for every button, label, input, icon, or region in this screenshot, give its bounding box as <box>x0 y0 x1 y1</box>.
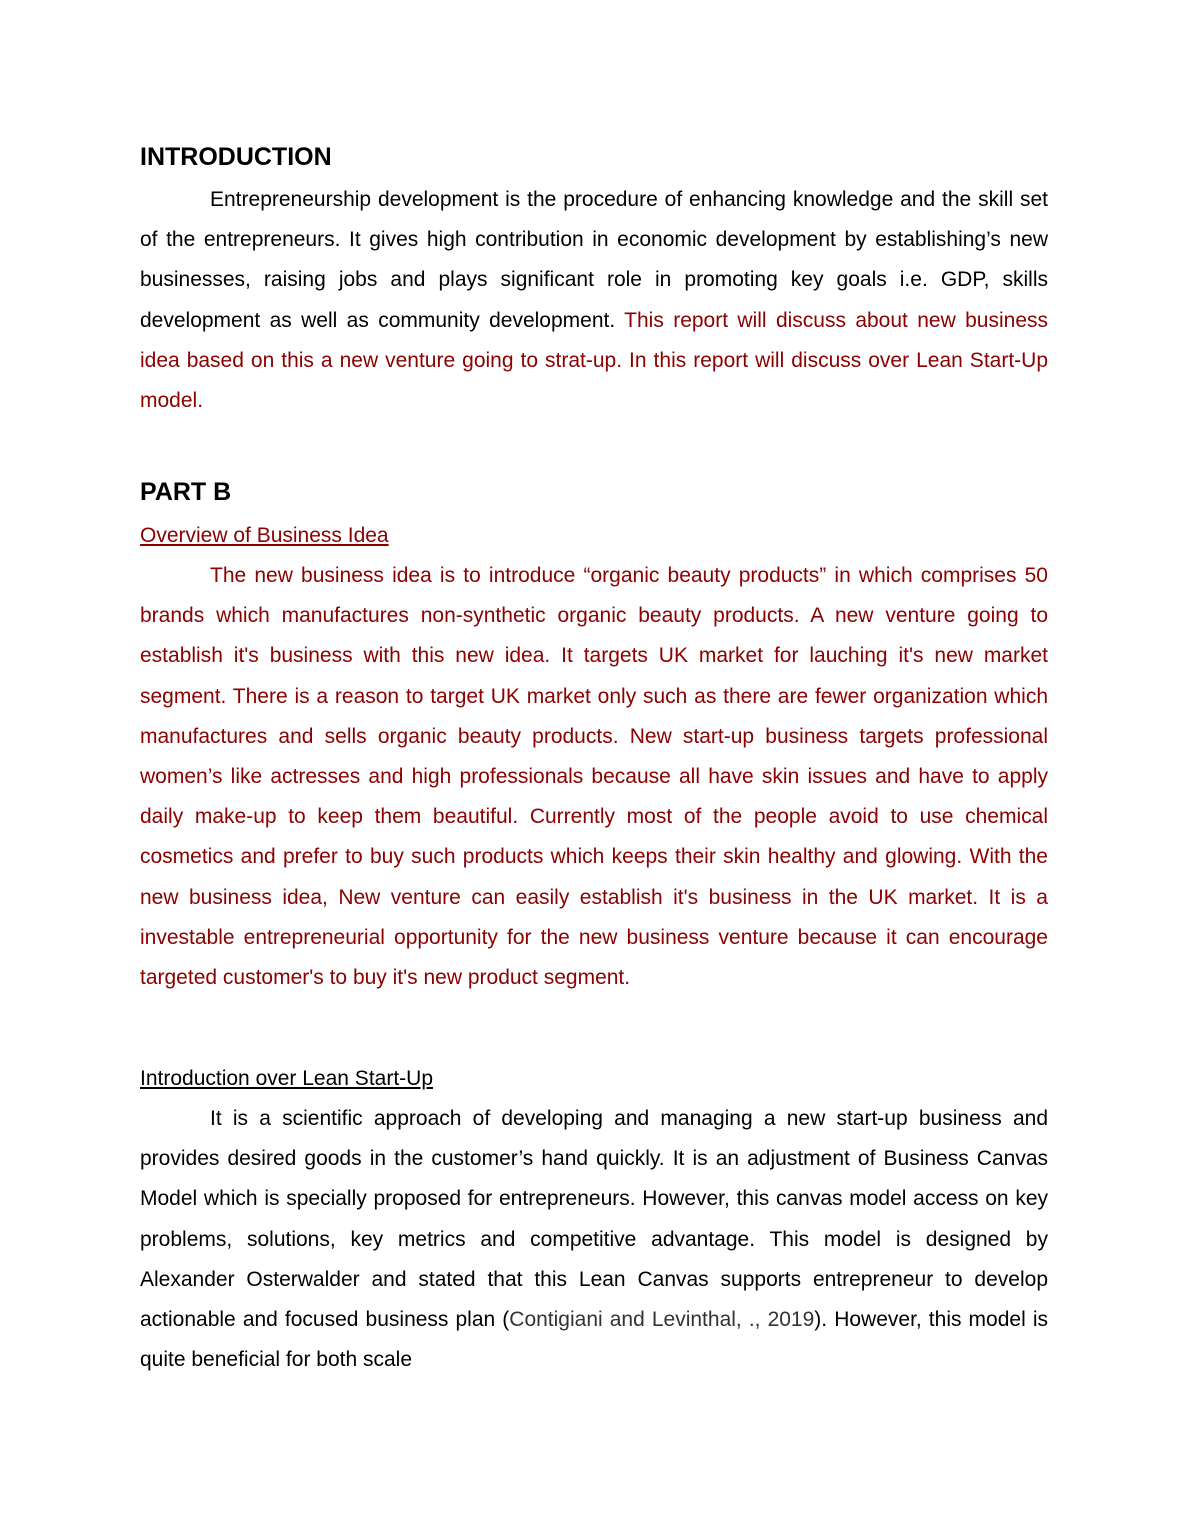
introduction-text: Entrepreneurship development is the procedure of enhancing knowledge and the skill set of the entrepreneurs. It gives high contribution in economic development by establishing’s new businesses, raising jobs and plays significant role in promoting key goals i.e. GDP, skills development as well as community development. <box>140 188 1048 332</box>
citation: Contigiani and Levinthal, ., 2019 <box>509 1308 815 1332</box>
introduction-paragraph <box>140 180 1048 421</box>
lean-startup-paragraph <box>140 1099 1048 1380</box>
introduction-report-text: This report will discuss about new business idea based on this a new venture going to strat-up. In this report will discuss over Lean Start-Up model. <box>140 308 1048 413</box>
lean-startup-subheading: Introduction over Lean Start-Up <box>140 1067 433 1090</box>
lean-text-after: ). However, this model is quite beneficial for both scale <box>140 1308 1048 1372</box>
part-b-heading: PART B <box>140 478 232 506</box>
overview-paragraph <box>140 556 1048 998</box>
overview-text: The new business idea is to introduce “organic beauty products” in which comprises 50 brands which manufactures non-synthetic organic beauty products. A new venture going to establish it's business with this new idea. It targets UK market for lauching it's new market segment. There is a reason to target UK market only such as there are fewer organization which manufactures and sells organic beauty products. New start-up business targets professional women’s like actresses and high professionals because all have skin issues and have to apply daily make-up to keep them beautiful. Currently most of the people avoid to use chemical cosmetics and prefer to buy such products which keeps their skin healthy and glowing. With the new business idea, New venture can easily establish it's business in the UK market. It is a investable entrepreneurial opportunity for the new business venture because it can encourage targeted customer's to buy it's new product segment. <box>140 564 1048 990</box>
overview-subheading: Overview of Business Idea <box>140 524 389 547</box>
lean-text-before: It is a scientific approach of developing and managing a new start-up business and provides desired goods in the customer’s hand quickly. It is an adjustment of Business Canvas Model which is specially proposed for entrepreneurs. However, this canvas model access on key problems, solutions, key metrics and competitive advantage. This model is designed by Alexander Osterwalder and stated that this Lean Canvas supports entrepreneur to develop actionable and focused business plan ( <box>140 1107 1048 1332</box>
introduction-heading: INTRODUCTION <box>140 143 332 171</box>
